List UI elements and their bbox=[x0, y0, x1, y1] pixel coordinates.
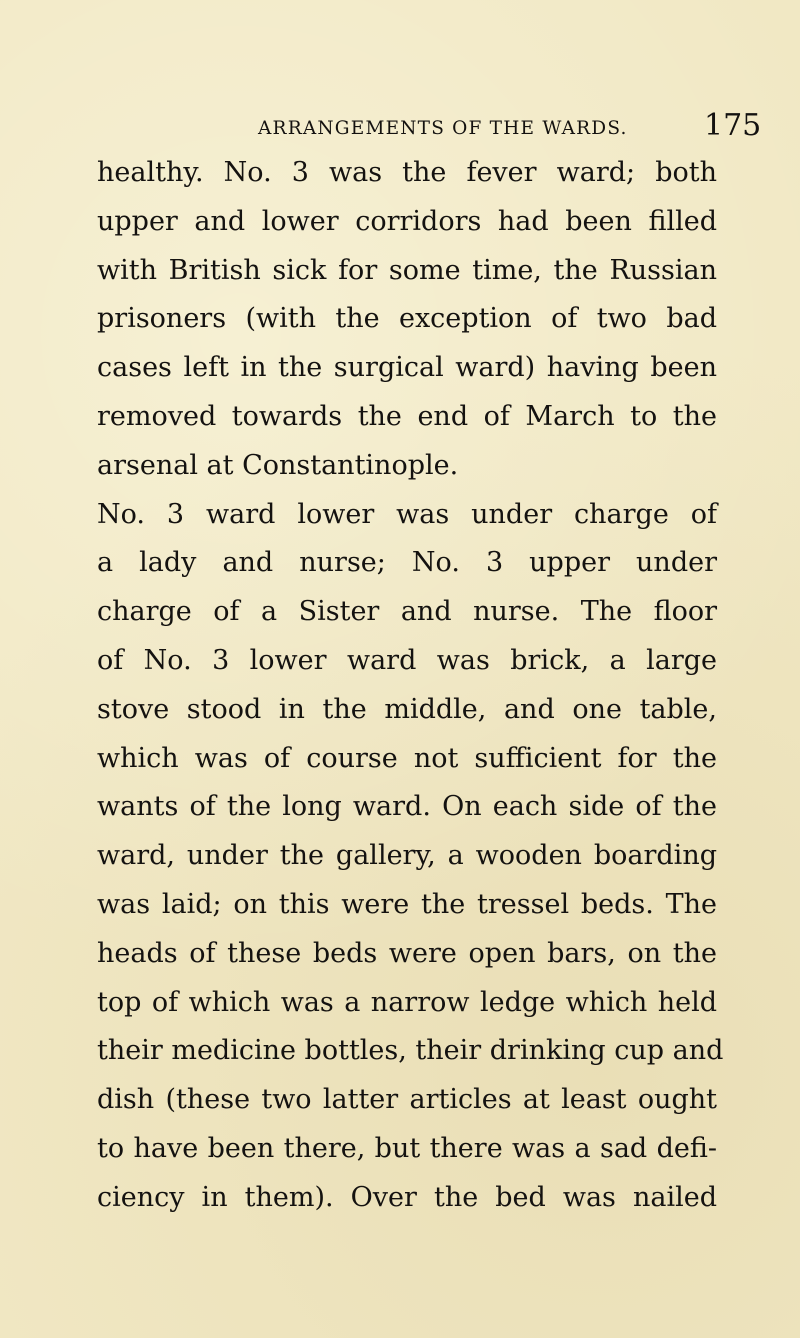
text-line: No. 3 ward lower was under charge of bbox=[97, 498, 717, 530]
text-line: ward, under the gallery, a wooden boarding bbox=[97, 840, 717, 872]
body-text bbox=[97, 149, 724, 1223]
text-line: to have been there, but there was a sad defi- bbox=[97, 1132, 717, 1164]
text-line: a lady and nurse; No. 3 upper under bbox=[97, 547, 717, 579]
text-line: arsenal at Constantinople. bbox=[97, 449, 459, 481]
text-line: which was of course not sufficient for the bbox=[97, 742, 717, 774]
text-line: stove stood in the middle, and one table, bbox=[97, 693, 717, 725]
text-line: top of which was a narrow ledge which held bbox=[97, 986, 717, 1018]
text-line: healthy. No. 3 was the fever ward; both bbox=[97, 157, 717, 188]
text-line: removed towards the end of March to the bbox=[97, 400, 717, 432]
text-line: heads of these beds were open bars, on the bbox=[97, 937, 717, 969]
text-line: their medicine bottles, their drinking cup and bbox=[97, 1035, 724, 1067]
text-line: was laid; on this were the tressel beds. The bbox=[97, 888, 717, 920]
running-head: ARRANGEMENTS OF THE WARDS. bbox=[258, 118, 628, 139]
text-line: cases left in the surgical ward) having been bbox=[97, 352, 717, 384]
text-line: charge of a Sister and nurse. The floor bbox=[97, 596, 717, 628]
text-line: dish (these two latter articles at least ought bbox=[97, 1084, 717, 1116]
text-line: of No. 3 lower ward was brick, a large bbox=[97, 644, 717, 676]
text-line: prisoners (with the exception of two bad bbox=[97, 303, 717, 335]
text-line: upper and lower corridors had been filled bbox=[97, 205, 717, 237]
text-line: wants of the long ward. On each side of the bbox=[97, 791, 717, 823]
text-line: ciency in them). Over the bed was nailed bbox=[97, 1181, 717, 1213]
page-number: 175 bbox=[704, 108, 762, 143]
text-line: with British sick for some time, the Russian bbox=[97, 254, 717, 286]
